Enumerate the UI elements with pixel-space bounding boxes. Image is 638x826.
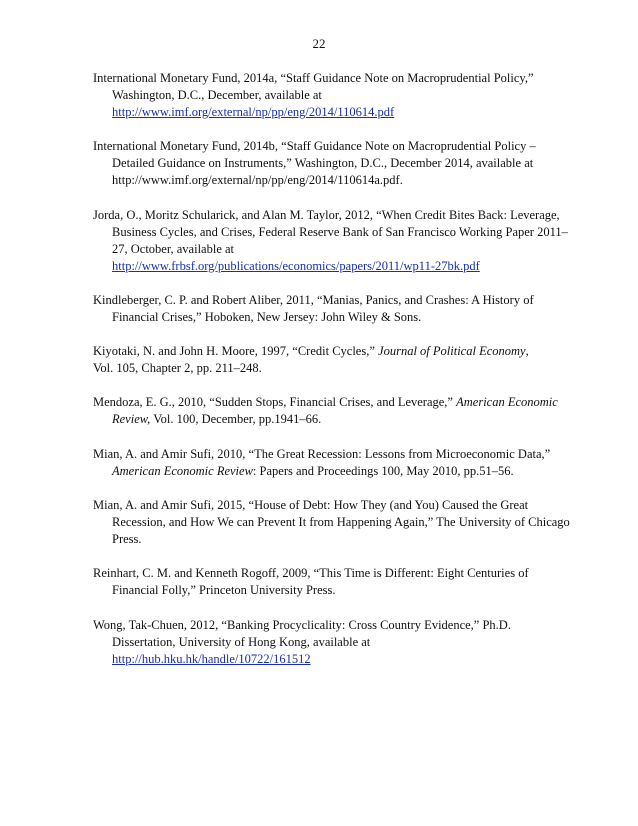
reference-text: Vol. 105, Chapter 2, pp. 211–248. xyxy=(93,361,262,376)
journal-title: Journal of Political Economy xyxy=(378,344,526,359)
reference-text: Detailed Guidance on Instruments,” Washington, D.C., December 2014, available at xyxy=(112,156,534,171)
reference-text: International Monetary Fund, 2014a, “Staff Guidance Note on Macroprudential Policy,” xyxy=(93,71,534,85)
journal-title: American Economic Review, xyxy=(112,395,558,427)
reference-mian-sufi-2015 xyxy=(93,497,573,548)
reference-text: Mian, A. and Amir Sufi, 2010, “The Great Recession: Lessons from Microeconomic Data,” xyxy=(93,446,551,461)
reference-text: Financial Folly,” Princeton University Press. xyxy=(112,583,336,598)
reference-text: Mian, A. and Amir Sufi, 2015, “House of Debt: How They (and You) Caused the Great xyxy=(93,498,529,513)
reference-text: , xyxy=(525,344,529,359)
reference-text: Vol. 100, December, pp.1941–66. xyxy=(150,412,322,427)
reference-text: International Monetary Fund, 2014b, “Staff Guidance Note on Macroprudential Policy – xyxy=(93,139,536,154)
reference-wong-2012 xyxy=(93,617,573,668)
reference-text: Recession, and How We can Prevent It from Happening Again,” The University of xyxy=(112,515,526,530)
reference-text: Kiyotaki, N. and John H. Moore, 1997, “Credit Cycles,” xyxy=(93,344,379,359)
reference-kiyotaki-1997 xyxy=(93,343,573,377)
reference-text: Financial Crises,” Hoboken, New Jersey: John Wiley & Sons. xyxy=(112,309,422,324)
reference-text: Paper 2011–27, October, available at xyxy=(112,224,568,256)
page-number: 22 xyxy=(312,36,326,51)
reference-mian-sufi-2010 xyxy=(93,446,573,480)
journal-title: American Economic Review xyxy=(112,463,253,478)
reference-text: Kindleberger, C. P. and Robert Aliber, 2011, “Manias, Panics, and Crashes: A History of xyxy=(93,292,534,307)
reference-link[interactable]: http://hub.hku.hk/handle/10722/161512 xyxy=(112,651,311,666)
reference-text: Dissertation, University of Hong Kong, available at xyxy=(112,634,371,649)
reference-link[interactable]: http://www.frbsf.org/publications/economics/papers/2011/wp11-27bk.pdf xyxy=(112,258,480,273)
reference-url: http://www.imf.org/external/np/pp/eng/2014/110614a.pdf. xyxy=(112,173,403,188)
reference-mendoza-2010 xyxy=(93,394,573,428)
reference-text: Jorda, O., Moritz Schularick, and Alan M. Taylor, 2012, “When Credit Bites Back: xyxy=(93,207,507,222)
reference-text: : Papers and Proceedings 100, May 2010, pp.51–56. xyxy=(252,463,514,478)
reference-jorda-2012 xyxy=(93,207,573,275)
reference-reinhart-rogoff-2009 xyxy=(93,565,573,599)
reference-text: Washington, D.C., December, available at xyxy=(112,88,322,102)
reference-text: Mendoza, E. G., 2010, “Sudden Stops, Financial Crises, and Leverage,” xyxy=(93,395,457,410)
reference-link[interactable]: http://www.imf.org/external/np/pp/eng/2014/110614.pdf xyxy=(112,105,395,119)
reference-imf-2014a xyxy=(93,70,573,121)
reference-text: Reinhart, C. M. and Kenneth Rogoff, 2009, “This Time is Different: Eight Centuries of xyxy=(93,566,529,581)
reference-list xyxy=(93,70,573,685)
reference-text: Leverage, Business Cycles, and Crises, Federal Reserve Bank of San Francisco Working xyxy=(112,207,560,239)
reference-kindleberger-2011 xyxy=(93,292,573,326)
reference-text: Wong, Tak-Chuen, 2012, “Banking Procyclicality: Cross Country Evidence,” Ph.D. xyxy=(93,617,511,632)
reference-text: Chicago Press. xyxy=(112,515,570,547)
reference-imf-2014b xyxy=(93,138,573,189)
